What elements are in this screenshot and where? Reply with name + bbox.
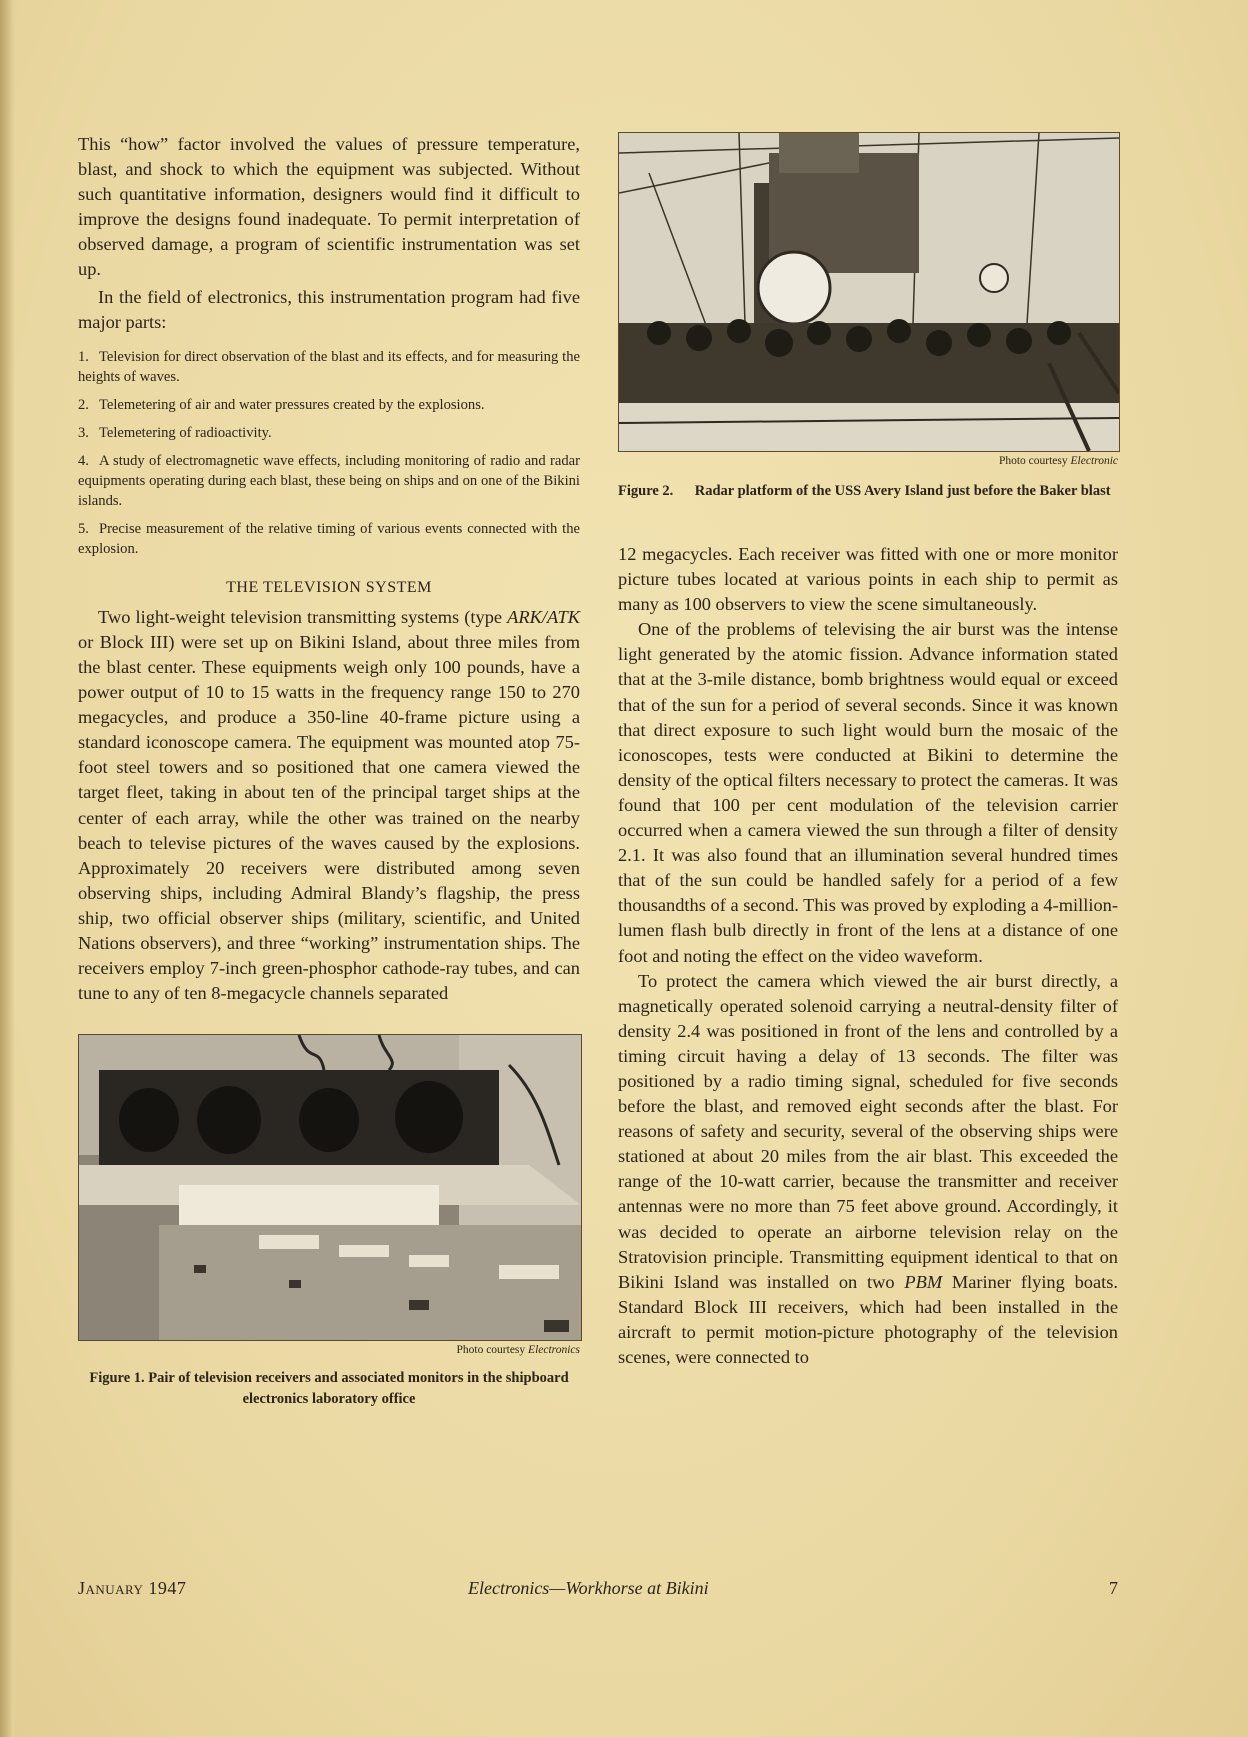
intro-paragraph: This “how” factor involved the values of pressure temperature, blast, and shock to which the equipment was subjected. Without such quantitative information, designers would find it difficult to improve the designs found inadequate. To permit interpretation of observed damage, a program of scientific instrumentation was set up. (78, 134, 580, 280)
figure1-photo (78, 1034, 582, 1341)
left-column (78, 132, 580, 1410)
footer-date: January 1947 (78, 1578, 187, 1598)
radar-platform-photo-image (619, 133, 1119, 451)
list-item: 3. Telemetering of radioactivity. (78, 424, 272, 441)
figure2-credit: Photo courtesy Electronic (998, 455, 1118, 467)
figure1-credit: Photo courtesy Electronics (456, 1344, 580, 1357)
list-item: 5. Precise measurement of the relative timing of various events connected with the explosion. (78, 520, 580, 557)
figure2-label: Figure 2. (618, 483, 674, 499)
figure2-photo (618, 132, 1120, 452)
right-column (618, 132, 1118, 1370)
television-system-paragraph: Two light-weight television transmitting systems (type ARK/ATK or Block III) were set up on Bikini Island, about three miles from the blast center. These equipments weigh only 100 pounds, have a power output of 10 to 15 watts in the frequency range 150 to 270 megacycles, and produce a 350-line 40-frame picture using a standard iconoscope camera. The equipment was mounted atop 75-foot steel towers and so positioned that one camera viewed the target fleet, taking in about ten of the principal target ships at the center of each array, while the other was trained on the nearby beach to televise pictures of the waves caused by the explosions. Approximately 20 receivers were distributed among seven observing ships, including Admiral Blandy’s flagship, the press ship, two official observer ships (military, scientific, and United Nations observers), and three “working” instrumentation ships. The receivers employ 7-inch green-phosphor cathode-ray tubes, and can tune to any of ten 8-megacycle channels separated (78, 606, 580, 1004)
instrumentation-list (78, 347, 580, 559)
instrumentation-paragraph: In the field of electronics, this instrumentation program had five major parts: (78, 286, 580, 332)
page-number: 7 (1109, 1578, 1118, 1598)
air-burst-paragraph: One of the problems of televising the air burst was the intense light generated by the atomic fission. Advance information stated that at the 3-mile distance, bomb brightness would equal or exceed that of the sun for a period of several seconds. Since it was known that direct exposure to such light would burn the mosaic of the iconoscopes, tests were conducted at Bikini to determine the density of the optical filters necessary to protect the cameras. It was found that 100 per cent modulation of the television carrier occurred when a camera viewed the sun through a filter of density 2.1. It was also found that an illumination several hundred times that of the sun could be handled safely for a period of a few thousandths of a second. This was proved by exploding a 4-million-lumen flash bulb directly in front of the lens at a distance of one foot and noting the effect on the video waveform. (618, 619, 1118, 966)
filter-paragraph: To protect the camera which viewed the air burst directly, a magnetically operated solenoid carrying a neutral-density filter of density 2.4 was positioned in front of the lens and controlled by a timing circuit having a delay of 13 seconds. The filter was positioned by a radio timing signal, scheduled for five seconds before the blast, and removed eight seconds after the blast. For reasons of safety and security, several of the observing ships were stationed at about 20 miles from the air blast. This exceeded the range of the 10-watt carrier, because the transmitter and receiver antennas were no more than 75 feet above ground. Accordingly, it was decided to operate an airborne television relay on the Stratovision principle. Transmitting equipment identical to that on Bikini Island was installed on two PBM Mariner flying boats. Standard Block III receivers, which had been installed in the aircraft to permit motion-picture photography of the television scenes, were connected to (618, 970, 1119, 1367)
section-heading: THE TELEVISION SYSTEM (226, 578, 432, 596)
figure2-caption (618, 481, 1118, 502)
figure1-caption: Figure 1. Pair of television receivers and associated monitors in the shipboard electronics laboratory office (89, 1370, 569, 1408)
figure2-caption-text: Radar platform of the USS Avery Island just before the Baker blast (694, 483, 1111, 499)
list-item: 1. Television for direct observation of the blast and its effects, and for measuring the heights of waves. (78, 348, 580, 385)
tv-receivers-photo-image (79, 1035, 581, 1340)
list-item: 2. Telemetering of air and water pressures created by the explosions. (78, 396, 485, 413)
receivers-paragraph: 12 megacycles. Each receiver was fitted with one or more monitor picture tubes located at various points in each ship to permit as many as 100 observers to view the scene simultaneously. (618, 544, 1118, 615)
footer-title: Electronics—Workhorse at Bikini (468, 1578, 709, 1598)
list-item: 4. A study of electromagnetic wave effects, including monitoring of radio and radar equipments operating during each blast, these being on ships and on one of the Bikini islands. (78, 452, 580, 509)
